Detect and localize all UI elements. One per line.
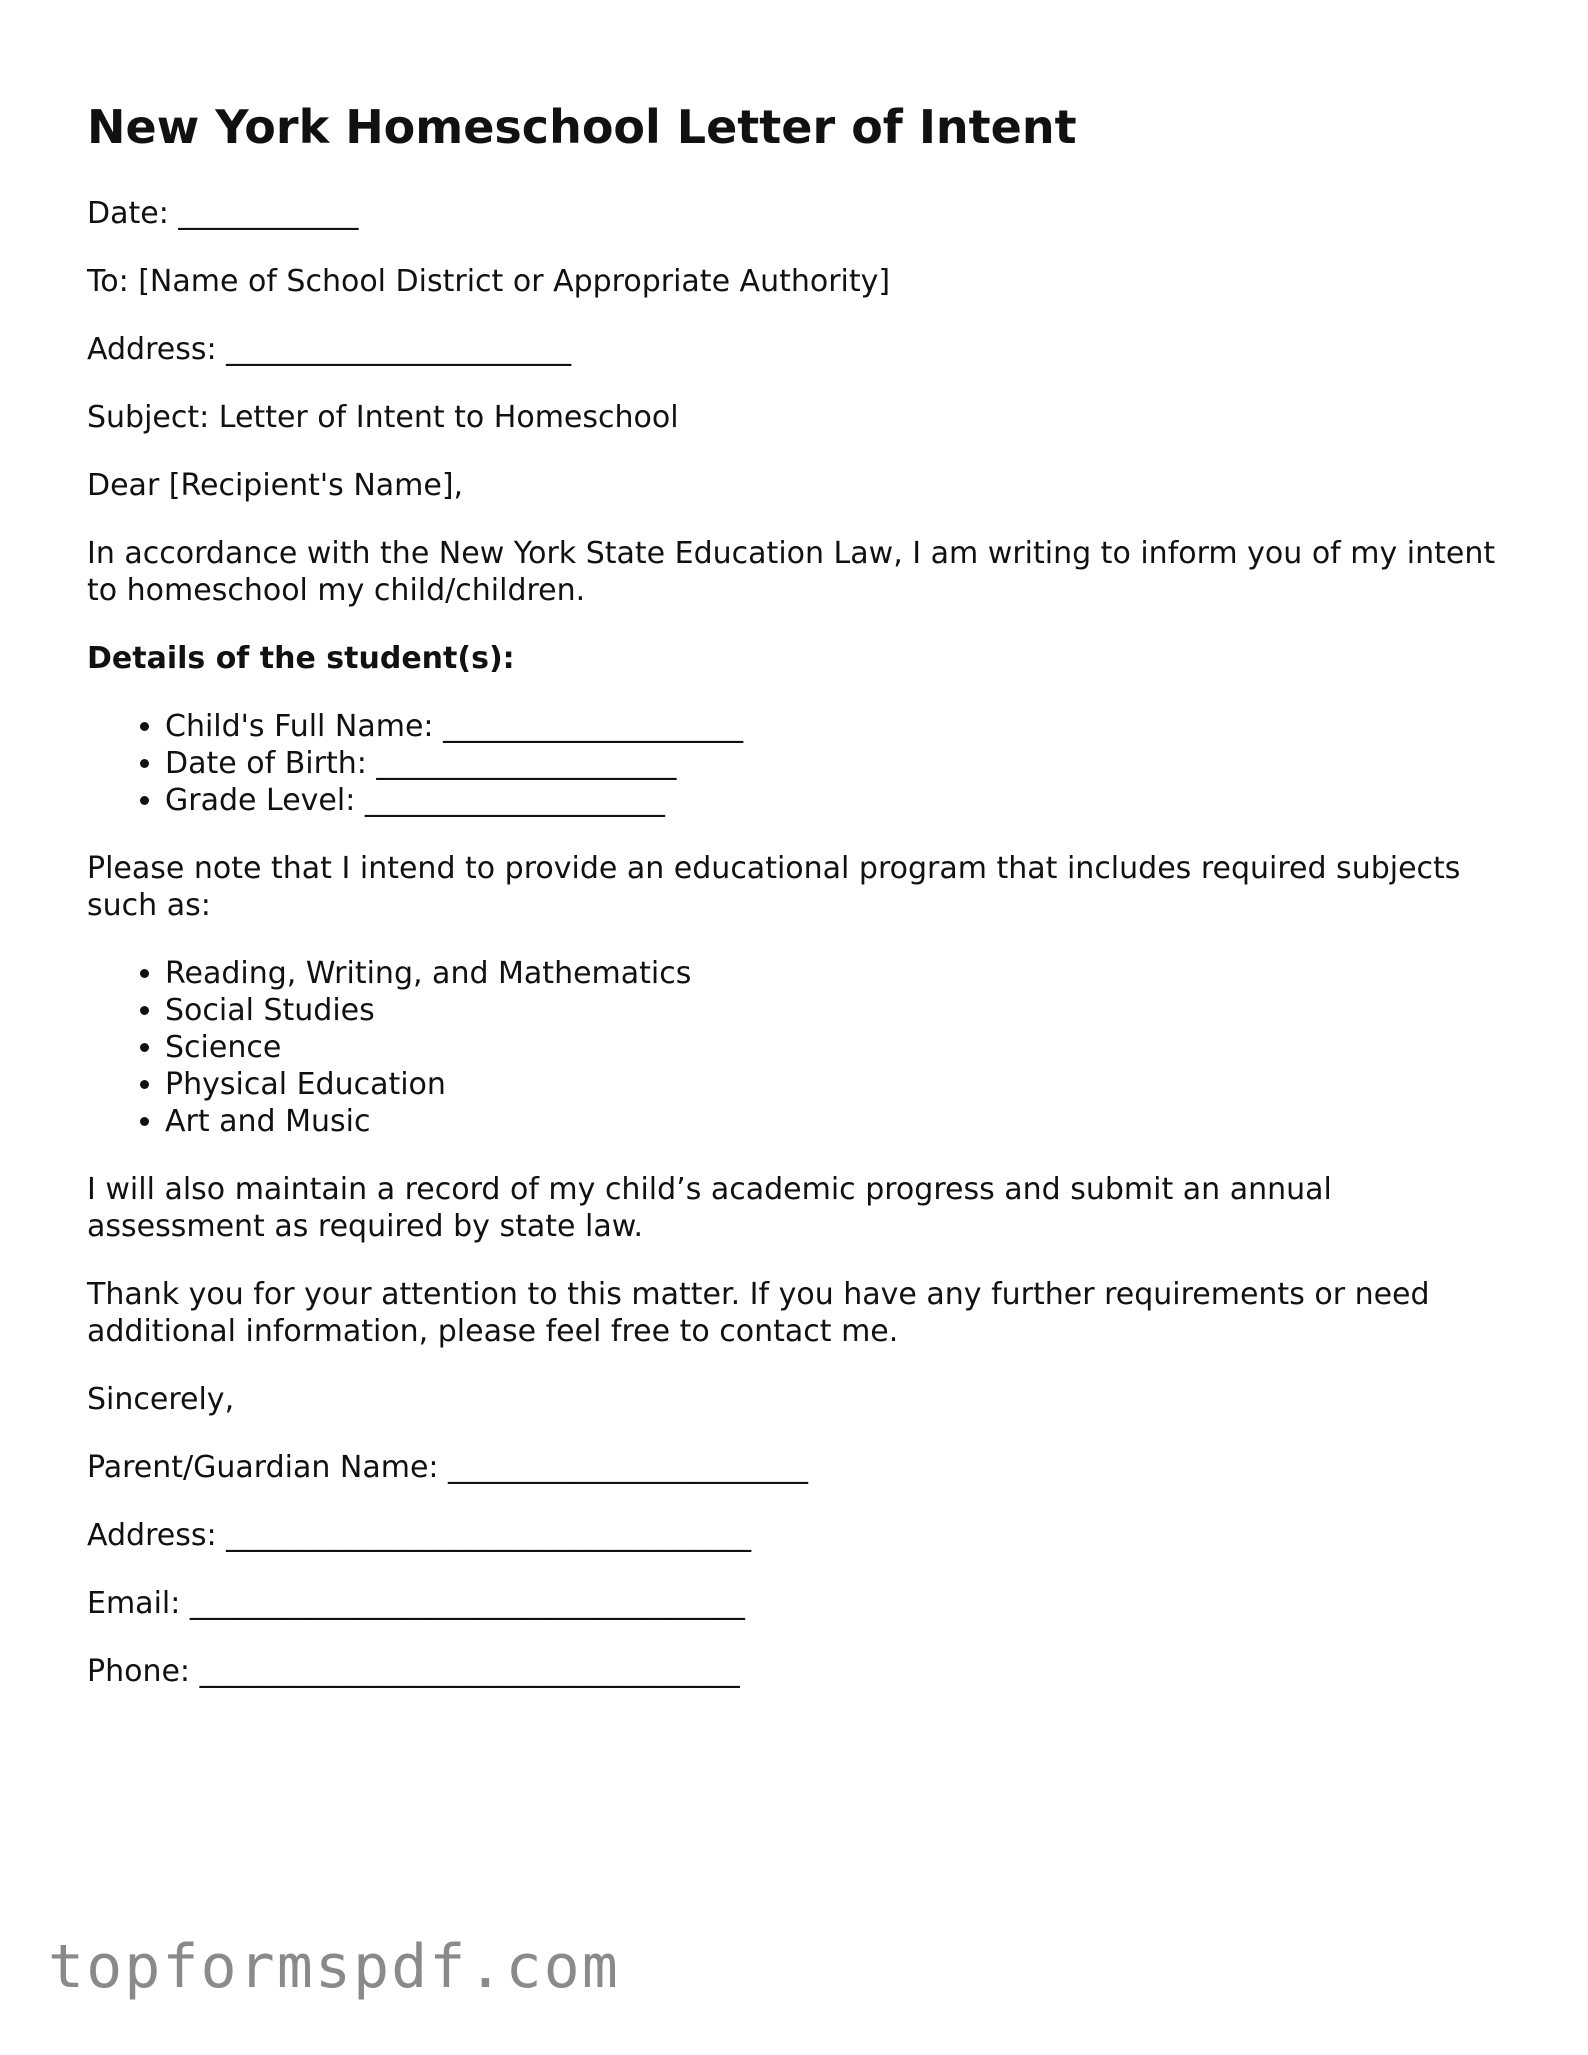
record-paragraph: I will also maintain a record of my child’s academic progress and submit an annual assessment as required by state law. <box>87 1172 1332 1245</box>
student-details-heading: Details of the student(s): <box>87 641 515 677</box>
list-item: • Reading, Writing, and Mathematics <box>165 955 1507 992</box>
recipient-line: To: [Name of School District or Appropriate Authority] <box>87 264 891 300</box>
watermark: topformspdf.com <box>48 1932 620 2002</box>
parent-address-field[interactable]: Address: ___________________________________ <box>87 1518 752 1554</box>
subjects-list <box>87 955 1507 1140</box>
intro-paragraph: In accordance with the New York State Education Law, I am writing to inform you of my intent to homeschool my child/children. <box>87 536 1496 609</box>
closing: Sincerely, <box>87 1382 235 1418</box>
student-fields-list <box>87 708 1507 819</box>
child-name-field[interactable]: • Child's Full Name: ____________________ <box>165 708 1507 745</box>
recipient-address-field[interactable]: Address: _______________________ <box>87 332 572 368</box>
grade-level-field[interactable]: • Grade Level: ____________________ <box>165 782 1507 819</box>
list-item: • Social Studies <box>165 992 1507 1029</box>
list-item: • Science <box>165 1029 1507 1066</box>
phone-field[interactable]: Phone: ____________________________________ <box>87 1654 740 1690</box>
letter-page <box>87 100 1507 1721</box>
parent-name-field[interactable]: Parent/Guardian Name: ________________________ <box>87 1450 809 1486</box>
list-item: • Art and Music <box>165 1103 1507 1140</box>
list-item: • Physical Education <box>165 1066 1507 1103</box>
program-paragraph: Please note that I intend to provide an educational program that includes required subjects such as: <box>87 851 1461 924</box>
subject-line: Subject: Letter of Intent to Homeschool <box>87 400 679 436</box>
thanks-paragraph: Thank you for your attention to this matter. If you have any further requirements or need additional information, please feel free to contact me. <box>87 1277 1430 1350</box>
date-of-birth-field[interactable]: • Date of Birth: ____________________ <box>165 745 1507 782</box>
document-title: New York Homeschool Letter of Intent <box>87 100 1077 154</box>
date-field[interactable]: Date: ____________ <box>87 196 359 232</box>
salutation: Dear [Recipient's Name], <box>87 468 464 504</box>
email-field[interactable]: Email: _____________________________________ <box>87 1586 745 1622</box>
